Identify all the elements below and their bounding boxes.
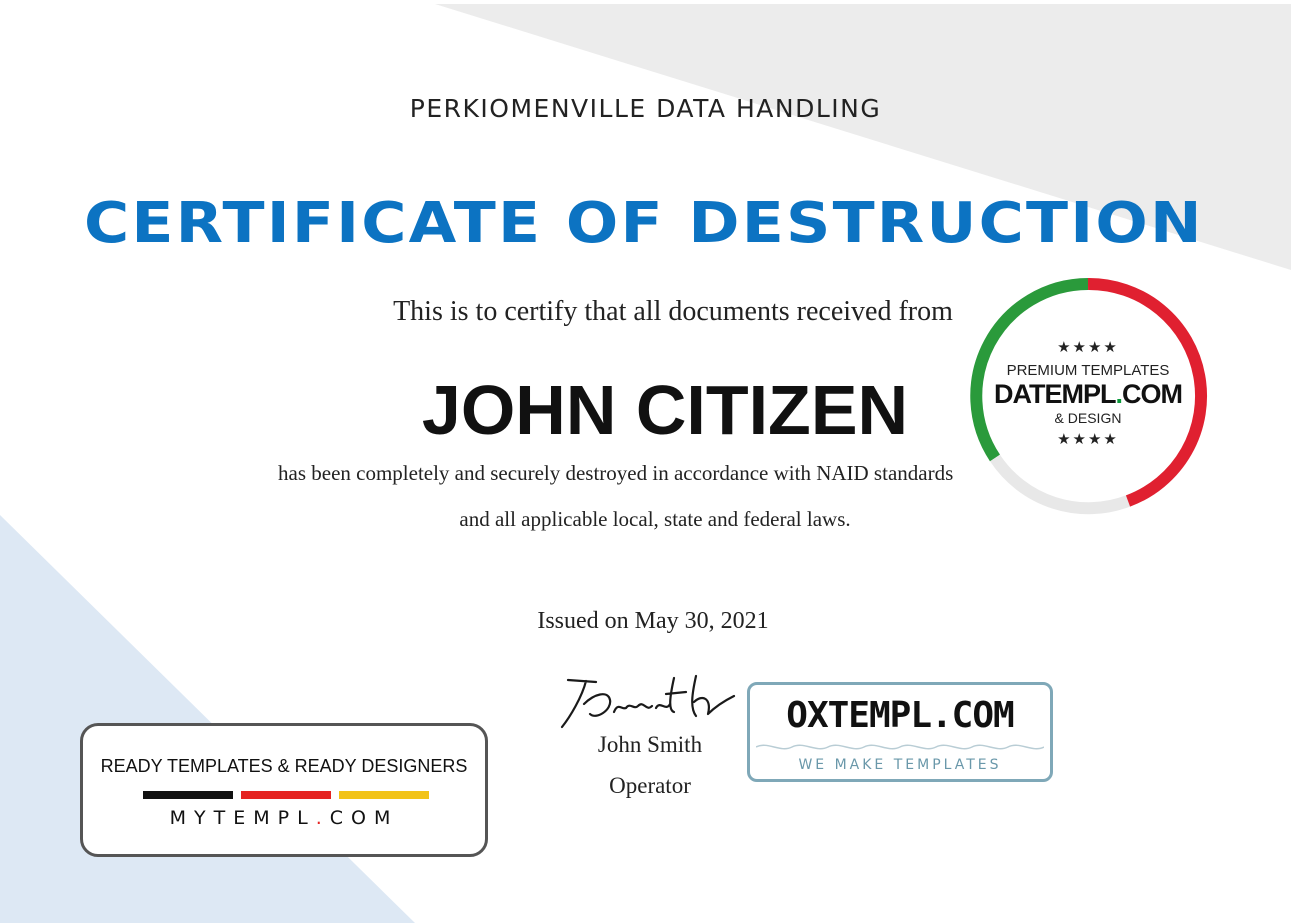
body-text-line-1: has been completely and securely destroyed in accordance with NAID standards xyxy=(278,461,954,485)
signature xyxy=(556,672,756,732)
bar-yellow xyxy=(339,791,429,799)
seal-brand-name: DATEMPL xyxy=(993,379,1116,409)
mytempl-url-tld: COM xyxy=(329,807,399,829)
mytempl-color-bars xyxy=(143,791,433,799)
organization-name: PERKIOMENVILLE DATA HANDLING xyxy=(409,94,882,123)
seal-line-premium: PREMIUM TEMPLATES xyxy=(1006,362,1170,379)
seal-stars-bottom: ★★★★ xyxy=(1057,430,1119,448)
seal-line-design: & DESIGN xyxy=(1054,410,1122,426)
bar-red xyxy=(241,791,331,799)
body-text-line-2: and all applicable local, state and federal laws. xyxy=(459,507,851,531)
mytempl-url xyxy=(83,807,485,829)
issue-date: Issued on May 30, 2021 xyxy=(537,608,769,634)
intro-text: This is to certify that all documents received from xyxy=(393,296,953,327)
wave-line xyxy=(756,741,1044,753)
mytempl-tagline: READY TEMPLATES & READY DESIGNERS xyxy=(100,756,468,776)
mytempl-url-name: MYTEMPL xyxy=(169,807,316,829)
blue-triangle xyxy=(0,515,415,923)
signer-name: John Smith xyxy=(597,732,703,757)
mytempl-badge xyxy=(80,723,488,857)
oxtempl-url: OXTEMPL.COM xyxy=(786,695,1014,736)
signer-role: Operator xyxy=(609,773,691,798)
seal-brand xyxy=(978,379,1198,410)
oxtempl-tagline: WE MAKE TEMPLATES xyxy=(798,757,1002,773)
bar-black xyxy=(143,791,233,799)
datempl-seal xyxy=(978,286,1198,506)
seal-stars-top: ★★★★ xyxy=(1057,338,1119,356)
mytempl-url-dot: . xyxy=(315,807,330,829)
seal-brand-dot: . xyxy=(1115,379,1122,409)
recipient-name: JOHN CITIZEN xyxy=(421,371,909,449)
certificate-title: CERTIFICATE OF DESTRUCTION xyxy=(83,191,1204,256)
seal-brand-tld: COM xyxy=(1122,379,1182,409)
oxtempl-badge xyxy=(747,682,1053,782)
